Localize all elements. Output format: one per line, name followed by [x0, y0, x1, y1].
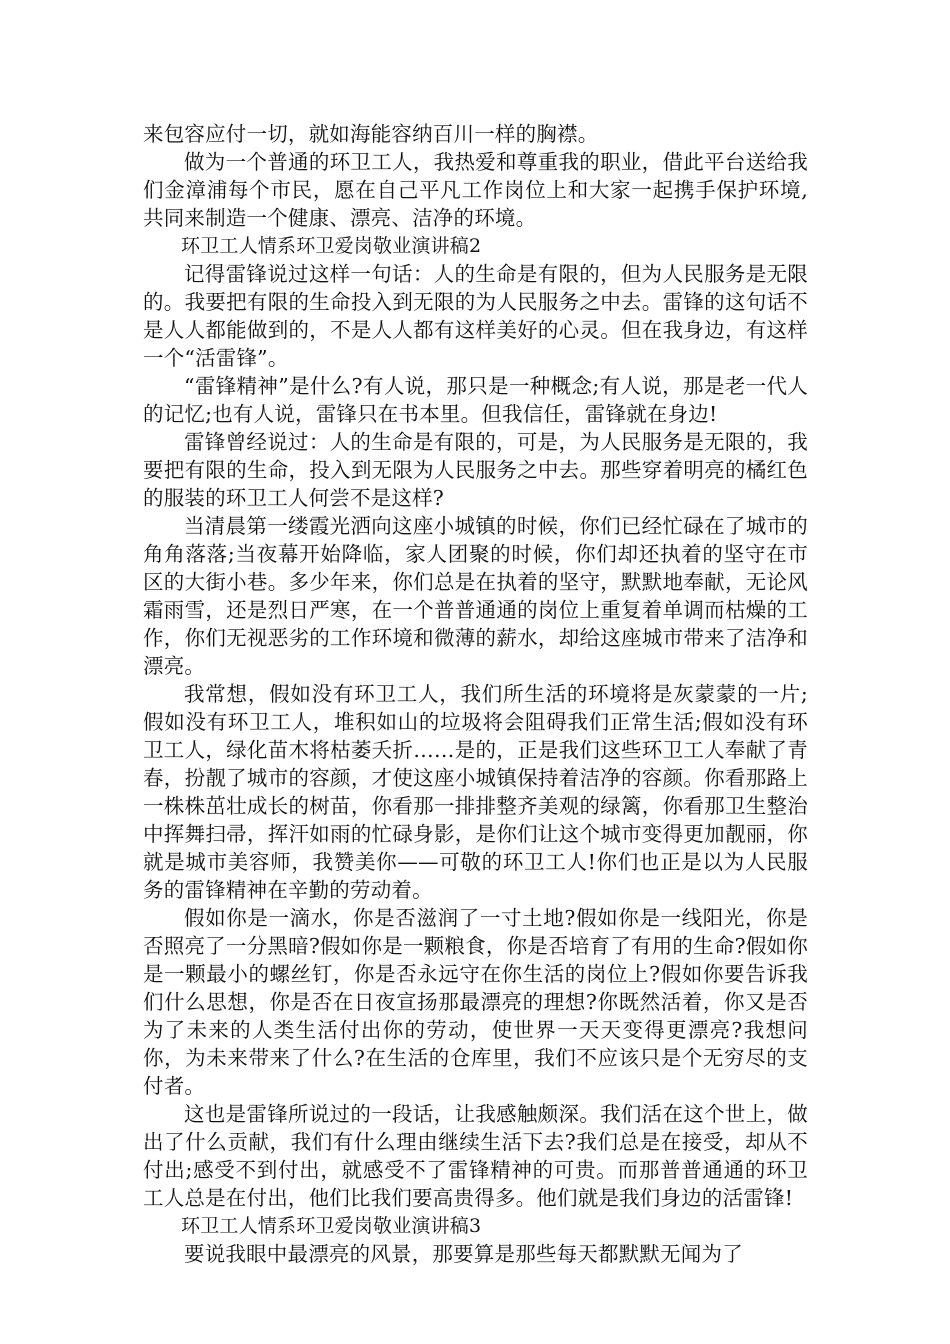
paragraph: 我常想，假如没有环卫工人，我们所生活的环境将是灰蒙蒙的一片;假如没有环卫工人，堆积如山的垃圾将会阻碍我们正常生活;假如没有环卫工人，绿化苗木将枯萎夭折……是的，正是我们这些环卫工人奉献了青春，扮靓了城市的容颜，才使这座小城镇保持着洁净的容颜。你看那路上一株株茁壮成长的树苗，你看那一排排整齐美观的绿篱，你看那卫生整治中挥舞扫帚，挥汗如雨的忙碌身影，是你们让这个城市变得更加靓丽，你就是城市美容师，我赞美你——可敬的环卫工人!你们也正是以为人民服务的雷锋精神在辛勤的劳动着。: [143, 682, 808, 902]
paragraph-continuation: 来包容应付一切，就如海能容纳百川一样的胸襟。: [143, 122, 599, 146]
paragraph: 当清晨第一缕霞光洒向这座小城镇的时候，你们已经忙碌在了城市的角角落落;当夜幕开始降临，家人团聚的时候，你们却还执着的坚守在市区的大街小巷。多少年来，你们总是在执着的坚守，默默地奉献，无论风霜雨雪，还是烈日严寒，在一个普普通通的岗位上重复着单调而枯燥的工作，你们无视恶劣的工作环境和微薄的薪水，却给这座城市带来了洁净和漂亮。: [143, 514, 808, 678]
paragraph: 做为一个普通的环卫工人，我热爱和尊重我的职业，借此平台送给我们金漳浦每个市民，愿在自己平凡工作岗位上和大家一起携手保护环境,共同来制造一个健康、漂亮、洁净的环境。: [143, 150, 808, 230]
document-page: [143, 120, 808, 1268]
paragraph: “雷锋精神”是什么?有人说，那只是一种概念;有人说，那是老一代人的记忆;也有人说，雷锋只在书本里。但我信任，雷锋就在身边!: [143, 374, 808, 426]
section-heading: 环卫工人情系环卫爱岗敬业演讲稿3: [181, 1215, 482, 1237]
paragraph: 记得雷锋说过这样一句话：人的生命是有限的，但为人民服务是无限的。我要把有限的生命投入到无限的为人民服务之中去。雷锋的这句话不是人人都能做到的，不是人人都有这样美好的心灵。但在我身边，有这样一个“活雷锋”。: [143, 262, 808, 370]
section-heading: 环卫工人情系环卫爱岗敬业演讲稿2: [181, 235, 482, 257]
paragraph: 这也是雷锋所说过的一段话，让我感触颇深。我们活在这个世上，做出了什么贡献，我们有什么理由继续生活下去?我们总是在接受，却从不付出;感受不到付出，就感受不了雷锋精神的可贵。而那普普通通的环卫工人总是在付出，他们比我们要高贵得多。他们就是我们身边的活雷锋!: [143, 1102, 808, 1210]
paragraph: 要说我眼中最漂亮的风景，那要算是那些每天都默默无闻为了: [184, 1242, 743, 1266]
paragraph: 雷锋曾经说过：人的生命是有限的，可是，为人民服务是无限的，我要把有限的生命，投入到无限为人民服务之中去。那些穿着明亮的橘红色的服装的环卫工人何尝不是这样?: [143, 430, 808, 510]
paragraph: 假如你是一滴水，你是否滋润了一寸土地?假如你是一线阳光，你是否照亮了一分黑暗?假如你是一颗粮食，你是否培育了有用的生命?假如你是一颗最小的螺丝钉，你是否永远守在你生活的岗位上?假如你要告诉我们什么思想，你是否在日夜宣扬那最漂亮的理想?你既然活着，你又是否为了未来的人类生活付出你的劳动，使世界一天天变得更漂亮?我想问你，为未来带来了什么?在生活的仓库里，我们不应该只是个无穷尽的支付者。: [143, 906, 808, 1098]
